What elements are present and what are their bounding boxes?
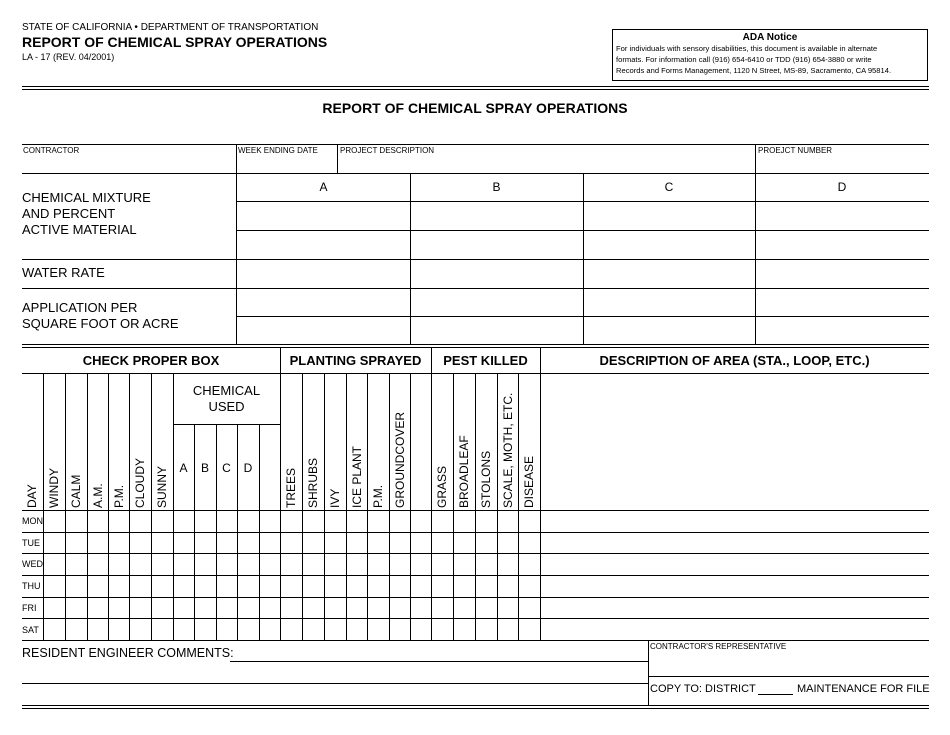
comments-line[interactable]: [22, 683, 648, 684]
check-column-calm: CALM: [69, 474, 83, 508]
check-column-day: DAY: [25, 484, 39, 508]
form-title: REPORT OF CHEMICAL SPRAY OPERATIONS: [22, 34, 328, 50]
check-column-am: A.M.: [91, 483, 105, 508]
planting-column-ice-plant: ICE PLANT: [350, 445, 364, 508]
day-row-tue: TUE: [22, 538, 40, 548]
pest-column-stolons: STOLONS: [479, 450, 493, 508]
project-number-field[interactable]: PROEJCT NUMBER: [758, 146, 833, 155]
form-rule: [22, 532, 929, 533]
chemical-used-heading: [173, 383, 280, 415]
planting-column-ivy: IVY: [328, 488, 342, 508]
footer-divider: [22, 705, 929, 706]
planting-column-groundcover: GROUNDCOVER: [393, 411, 407, 508]
mixture-column-d: D: [837, 180, 847, 194]
form-rule: [151, 373, 152, 640]
application-label-line: SQUARE FOOT OR ACRE: [22, 316, 179, 331]
pest-column-grass: GRASS: [435, 465, 449, 508]
chemical-column-c: C: [222, 461, 231, 475]
chemical-mixture-label-line: CHEMICAL MIXTURE: [22, 190, 151, 205]
ada-notice-line: For individuals with sensory disabilities, this document is available in alternate: [616, 44, 878, 53]
pest-column-scale-moth: SCALE, MOTH, ETC.: [501, 392, 515, 508]
mixture-column-b: B: [492, 180, 501, 194]
form-rule: [22, 259, 929, 260]
chemical-mixture-label-line: ACTIVE MATERIAL: [22, 222, 137, 237]
check-column-pm: P.M.: [112, 484, 126, 508]
form-rule: [302, 373, 303, 640]
form-rule: [648, 676, 929, 677]
footer-divider: [22, 708, 929, 709]
chemical-mixture-label-line: AND PERCENT: [22, 206, 116, 221]
form-rule: [346, 373, 347, 640]
form-rule: [87, 373, 88, 640]
check-proper-box-heading: CHECK PROPER BOX: [82, 353, 220, 368]
form-rule: [236, 201, 929, 202]
mixture-column-a: A: [319, 180, 328, 194]
form-rule: [337, 144, 338, 173]
form-rule: [236, 230, 929, 231]
form-rule: [389, 373, 390, 640]
form-rule: [648, 640, 649, 705]
water-rate-label: WATER RATE: [22, 265, 105, 280]
form-rule: [22, 347, 929, 348]
planting-column-shrubs: SHRUBS: [306, 457, 320, 508]
form-rule: [755, 144, 756, 345]
day-row-sat: SAT: [22, 625, 39, 635]
pest-column-broadleaf: BROADLEAF: [457, 435, 471, 508]
check-column-sunny: SUNNY: [155, 465, 169, 508]
chemical-used-heading-line: USED: [208, 399, 245, 414]
form-rule: [236, 316, 929, 317]
form-rule: [518, 373, 519, 640]
form-rule: [22, 344, 929, 345]
contractor-field[interactable]: CONTRACTOR: [23, 146, 80, 155]
chemical-used-heading-line: CHEMICAL: [192, 383, 261, 398]
form-rule: [22, 510, 929, 511]
application-label: [22, 300, 179, 332]
form-rule: [108, 373, 109, 640]
copy-to-district-blank[interactable]: [758, 694, 793, 695]
planting-sprayed-heading: PLANTING SPRAYED: [289, 353, 422, 368]
chemical-column-d: D: [243, 461, 253, 475]
check-column-windy: WINDY: [47, 468, 61, 508]
resident-engineer-comments-label: RESIDENT ENGINEER COMMENTS:: [22, 646, 234, 660]
ada-notice-line: Records and Forms Management, 1120 N Street, MS-89, Sacramento, CA 95814.: [616, 66, 892, 75]
chemical-mixture-label: [22, 190, 151, 238]
form-rule: [22, 640, 929, 641]
form-rule: [324, 373, 325, 640]
chemical-column-a: A: [179, 461, 188, 475]
form-rule: [22, 173, 929, 174]
project-description-field[interactable]: PROJECT DESCRIPTION: [340, 146, 435, 155]
planting-column-trees: TREES: [284, 467, 298, 508]
day-row-mon: MON: [22, 516, 43, 526]
week-ending-date-field[interactable]: WEEK ENDING DATE: [238, 146, 318, 155]
form-rule: [236, 144, 237, 345]
form-rule: [22, 288, 929, 289]
ada-notice-title: ADA Notice: [742, 32, 798, 43]
agency-name: STATE OF CALIFORNIA • DEPARTMENT OF TRANSPORTATION: [22, 22, 319, 33]
form-rule: [453, 373, 454, 640]
application-label-line: APPLICATION PER: [22, 300, 138, 315]
ada-notice-text: [613, 43, 927, 76]
header-divider: [22, 89, 929, 90]
header-divider: [22, 86, 929, 87]
pest-column-disease: DISEASE: [522, 455, 536, 508]
comments-line[interactable]: [230, 661, 648, 662]
form-rule: [22, 597, 929, 598]
form-rule: [173, 424, 280, 425]
form-rule: [22, 575, 929, 576]
ada-notice-box: [612, 29, 928, 81]
form-rule: [22, 553, 929, 554]
planting-column-pm: P.M.: [371, 484, 385, 508]
copy-to-district-label: COPY TO: DISTRICT: [650, 683, 756, 695]
check-column-cloudy: CLOUDY: [133, 457, 147, 508]
pest-killed-heading: PEST KILLED: [443, 353, 528, 368]
ada-notice-line: formats. For information call (916) 654-6410 or TDD (916) 654-3880 or write: [616, 55, 872, 64]
form-rule: [367, 373, 368, 640]
mixture-column-c: C: [664, 180, 674, 194]
form-rule: [475, 373, 476, 640]
form-rule: [22, 144, 929, 145]
form-rule: [497, 373, 498, 640]
maintenance-for-file-label: MAINTENANCE FOR FILE: [797, 683, 930, 695]
form-rule: [22, 618, 929, 619]
form-rule: [65, 373, 66, 640]
form-number: LA - 17 (REV. 04/2001): [22, 52, 115, 62]
chemical-column-b: B: [200, 461, 209, 475]
day-row-wed: WED: [22, 559, 43, 569]
description-of-area-heading: DESCRIPTION OF AREA (STA., LOOP, ETC.): [599, 353, 870, 368]
form-rule: [410, 373, 411, 640]
day-row-thu: THU: [22, 581, 41, 591]
form-rule: [129, 373, 130, 640]
main-title: REPORT OF CHEMICAL SPRAY OPERATIONS: [322, 100, 628, 116]
day-row-fri: FRI: [22, 603, 37, 613]
form-rule: [43, 373, 44, 640]
contractors-representative-field[interactable]: CONTRACTOR'S REPRESENTATIVE: [650, 642, 787, 651]
